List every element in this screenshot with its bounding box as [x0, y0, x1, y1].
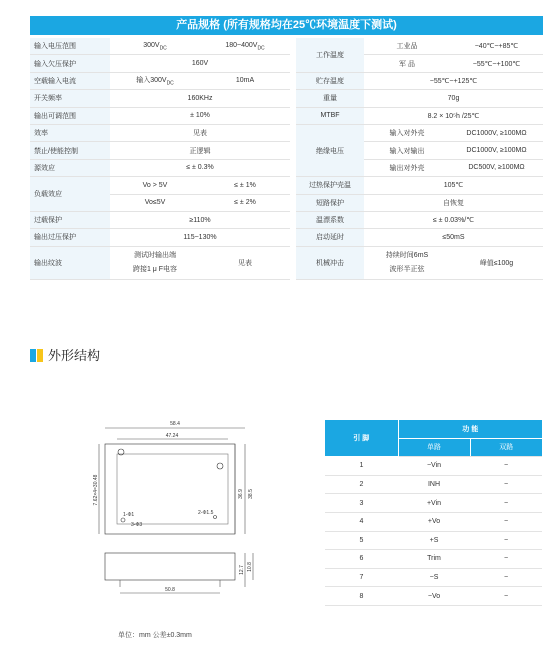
spec-label: 效率	[30, 124, 110, 141]
spec-condition: Vo≤5V	[110, 194, 200, 211]
spec-row	[296, 107, 543, 124]
spec-label: 贮存温度	[296, 72, 364, 89]
spec-value: 70g	[364, 90, 543, 107]
spec-value: −55℃~+125℃	[364, 72, 543, 89]
hole-label: 1-Φ1	[123, 512, 135, 518]
pin-dual: −	[470, 494, 542, 513]
spec-banner: 产品规格 (所有规格均在25℃环境温度下测试)	[30, 16, 543, 35]
hole-label: 2-Φ1.5	[198, 510, 214, 516]
table-row	[325, 494, 542, 513]
spec-value: ≤ ± 0.3%	[110, 159, 290, 176]
spec-label: 重量	[296, 90, 364, 107]
spec-row	[296, 246, 543, 280]
table-row	[325, 475, 542, 494]
spec-row	[30, 229, 290, 246]
spec-value: ≤ ± 2%	[200, 194, 290, 211]
section-bar-icon	[37, 349, 43, 362]
spec-condition: $300V_{DC}$	[110, 38, 200, 55]
spec-row	[30, 72, 290, 89]
spec-condition: 输入对输出	[364, 142, 450, 159]
spec-label: MTBF	[296, 107, 364, 124]
spec-value: DC1000V, ≥100MΩ	[450, 124, 543, 141]
spec-row	[296, 90, 543, 107]
spec-value: 自恢复	[364, 194, 543, 211]
spec-value: 105℃	[364, 177, 543, 194]
spec-label: 绝缘电压	[296, 124, 364, 176]
pin-number: 6	[325, 550, 398, 569]
spec-row	[30, 211, 290, 228]
spec-value: 8.2 × 10⁵h /25℃	[364, 107, 543, 124]
spec-condition: 输出对外壳	[364, 159, 450, 176]
spec-row	[296, 124, 543, 141]
spec-row	[296, 38, 543, 55]
spec-label: 短路保护	[296, 194, 364, 211]
pin-dual: −	[470, 475, 542, 494]
spec-value: 峰值≤100g	[450, 246, 543, 280]
spec-row	[30, 90, 290, 107]
pin-hole	[121, 518, 125, 522]
spec-table-right	[296, 38, 543, 280]
spec-label: 开关频率	[30, 90, 110, 107]
pin-single: INH	[398, 475, 470, 494]
spec-label: 输出纹波	[30, 246, 110, 280]
pin-number: 7	[325, 568, 398, 587]
spec-row	[30, 177, 290, 194]
spec-row	[296, 72, 543, 89]
pin-single: −Vin	[398, 457, 470, 476]
spec-condition: 测试时输出端 跨接1 μ F电容	[110, 246, 200, 280]
units-note: 单位：mm 公差±0.3mm	[118, 632, 192, 639]
spec-row	[296, 229, 543, 246]
spec-row	[296, 177, 543, 194]
spec-value: ± 10%	[110, 107, 290, 124]
pin-hole	[214, 516, 217, 519]
spec-condition: 持续时间6mS 波形半正弦	[364, 246, 450, 280]
spec-value: 115~130%	[110, 229, 290, 246]
pin-single: +Vin	[398, 494, 470, 513]
dim-label: 36.9	[238, 489, 244, 499]
spec-value: ≤50mS	[364, 229, 543, 246]
dim-label: 7.62×4=30.48	[93, 474, 99, 506]
single-header: 单路	[398, 438, 470, 457]
spec-row	[30, 38, 290, 55]
module-top-view	[105, 444, 235, 534]
dim-label: 50.8	[165, 587, 175, 593]
spec-value: DC1000V, ≥100MΩ	[450, 142, 543, 159]
spec-value: 见表	[110, 124, 290, 141]
spec-value: −40℃~+85℃	[450, 38, 543, 55]
dim-label: 47.24	[165, 433, 179, 439]
module-side-view	[105, 553, 235, 580]
spec-label: 输出可调范围	[30, 107, 110, 124]
spec-row	[296, 211, 543, 228]
table-row	[325, 550, 542, 569]
pin-single: Trim	[398, 550, 470, 569]
spec-label: 负载效应	[30, 177, 110, 212]
dim-label: 58.4	[170, 421, 180, 427]
pin-single: −S	[398, 568, 470, 587]
spec-label: 禁止/使能控制	[30, 142, 110, 159]
spec-label: 空载输入电流	[30, 72, 110, 89]
spec-value: 正逻辑	[110, 142, 290, 159]
function-header: 功 能	[398, 420, 542, 438]
spec-label: 机械冲击	[296, 246, 364, 280]
spec-row	[30, 55, 290, 72]
pin-dual: −	[470, 587, 542, 606]
pin-function-table	[325, 420, 542, 606]
spec-value: ≥110%	[110, 211, 290, 228]
mounting-hole	[217, 463, 223, 469]
spec-row	[30, 107, 290, 124]
spec-value: $180\sim 400V_{DC}$	[200, 38, 290, 55]
spec-value: DC500V, ≥100MΩ	[450, 159, 543, 176]
spec-condition: 军 品	[364, 55, 450, 72]
spec-value: −55℃~+100℃	[450, 55, 543, 72]
pin-number: 1	[325, 457, 398, 476]
pin-dual: −	[470, 550, 542, 569]
table-row	[325, 531, 542, 550]
table-row	[325, 512, 542, 531]
section-bar-icon	[30, 349, 36, 362]
outline-drawing	[95, 410, 285, 600]
spec-condition: Vo > 5V	[110, 177, 200, 194]
pin-dual: −	[470, 531, 542, 550]
pin-number: 3	[325, 494, 398, 513]
spec-label: 工作温度	[296, 38, 364, 72]
dual-header: 双路	[470, 438, 542, 457]
pin-dual: −	[470, 512, 542, 531]
pin-single: +Vo	[398, 512, 470, 531]
dim-label: 12.7	[239, 565, 245, 575]
table-row	[325, 457, 542, 476]
spec-row	[30, 246, 290, 280]
table-row	[325, 568, 542, 587]
spec-label: 过载保护	[30, 211, 110, 228]
spec-label: 输入欠压保护	[30, 55, 110, 72]
pin-number: 5	[325, 531, 398, 550]
section-title: 外形结构	[48, 348, 101, 363]
pin-dual: −	[470, 568, 542, 587]
spec-condition: 输入对外壳	[364, 124, 450, 141]
spec-condition: 输入$300V_{DC}$	[110, 72, 200, 89]
pin-number: 2	[325, 475, 398, 494]
spec-value: 见表	[200, 246, 290, 280]
spec-value: 160KHz	[110, 90, 290, 107]
spec-condition: 工业品	[364, 38, 450, 55]
spec-label: 输入电压范围	[30, 38, 110, 55]
hole-label: 3-Φ3	[131, 522, 143, 528]
spec-table-left	[30, 38, 290, 280]
pin-single: −Vo	[398, 587, 470, 606]
pin-single: +S	[398, 531, 470, 550]
spec-row	[30, 124, 290, 141]
spec-value: ≤ ± 0.03%/℃	[364, 211, 543, 228]
pin-dual: −	[470, 457, 542, 476]
spec-value: ≤ ± 1%	[200, 177, 290, 194]
spec-row	[30, 142, 290, 159]
spec-label: 输出过压保护	[30, 229, 110, 246]
pin-header: 引 脚	[325, 420, 398, 457]
dim-label: 38.5	[248, 489, 254, 499]
spec-label: 温漂系数	[296, 211, 364, 228]
spec-row	[30, 159, 290, 176]
spec-label: 源效应	[30, 159, 110, 176]
pin-number: 8	[325, 587, 398, 606]
spec-label: 启动延时	[296, 229, 364, 246]
dim-label: 10.8	[247, 562, 253, 572]
spec-value: 10mA	[200, 72, 290, 89]
spec-label: 过热保护壳温	[296, 177, 364, 194]
spec-value: 160V	[110, 55, 290, 72]
table-row	[325, 587, 542, 606]
pin-number: 4	[325, 512, 398, 531]
spec-row	[296, 194, 543, 211]
